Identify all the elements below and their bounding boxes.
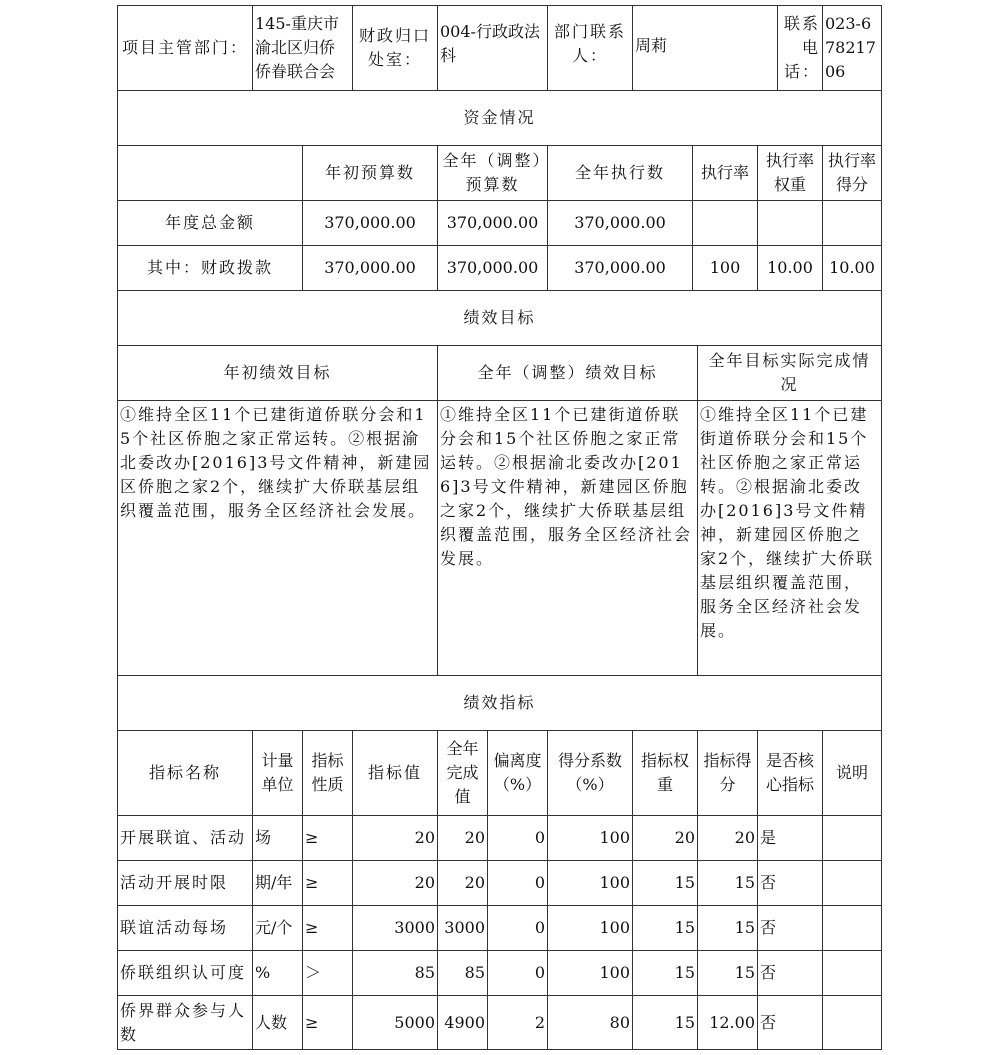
row-fiscal-label: 其中：财政拨款 <box>117 245 303 291</box>
ind-coef: 100 <box>547 905 633 951</box>
ind-nature: ＞ <box>302 950 353 996</box>
ind-deviation: 0 <box>487 905 548 951</box>
ind-core: 否 <box>757 995 823 1050</box>
ind-weight: 15 <box>632 995 698 1050</box>
ind-coef: 100 <box>547 815 633 861</box>
ind-weight: 20 <box>632 815 698 861</box>
ind-name: 活动开展时限 <box>117 860 253 906</box>
ind-coef: 100 <box>547 950 633 996</box>
ind-weight: 15 <box>632 905 698 951</box>
fiscal-rate: 100 <box>692 245 758 291</box>
ind-coef: 80 <box>547 995 633 1050</box>
ind-coef: 100 <box>547 860 633 906</box>
dept-label: 项目主管部门： <box>117 5 253 91</box>
ind-note <box>822 950 882 996</box>
ind-col-actual: 全年完成值 <box>437 730 488 816</box>
ind-unit: 元/个 <box>252 905 303 951</box>
ind-actual: 85 <box>437 950 488 996</box>
ind-col-deviation: 偏离度（%） <box>487 730 548 816</box>
ind-core: 否 <box>757 905 823 951</box>
ind-core: 否 <box>757 950 823 996</box>
ind-col-unit: 计量单位 <box>252 730 303 816</box>
ind-name: 侨联组织认可度 <box>117 950 253 996</box>
total-executed: 370,000.00 <box>547 200 693 246</box>
ind-name: 联谊活动每场 <box>117 905 253 951</box>
ind-nature: ≥ <box>302 905 353 951</box>
ind-deviation: 2 <box>487 995 548 1050</box>
goal-adjusted-text: ①维持全区11个已建街道侨联分会和15个社区侨胞之家正常运转。②根据渝北委改办[2016]3号文件精神，新建园区侨胞之家2个，继续扩大侨联基层组织覆盖范围，服务全区经济社会发展。 <box>437 400 698 676</box>
ind-col-nature: 指标性质 <box>302 730 353 816</box>
phone-value: 023-67821706 <box>822 5 882 91</box>
indicators-title: 绩效指标 <box>117 675 882 731</box>
ind-target: 3000 <box>352 905 438 951</box>
col-exec-rate: 执行率 <box>692 145 758 201</box>
ind-col-coef: 得分系数（%） <box>547 730 633 816</box>
phone-label: 联系电话： <box>777 5 823 91</box>
goal-col-adjusted: 全年（调整）绩效目标 <box>437 345 698 401</box>
total-score <box>822 200 882 246</box>
fiscal-weight: 10.00 <box>757 245 823 291</box>
ind-actual: 3000 <box>437 905 488 951</box>
ind-unit: 期/年 <box>252 860 303 906</box>
ind-note <box>822 815 882 861</box>
ind-nature: ≥ <box>302 995 353 1050</box>
fiscal-score: 10.00 <box>822 245 882 291</box>
col-executed: 全年执行数 <box>547 145 693 201</box>
ind-actual: 4900 <box>437 995 488 1050</box>
ind-col-target: 指标值 <box>352 730 438 816</box>
total-initial: 370,000.00 <box>302 200 438 246</box>
contact-label: 部门联系人： <box>547 5 633 91</box>
fiscal-adjusted: 370,000.00 <box>437 245 548 291</box>
ind-weight: 15 <box>632 860 698 906</box>
goals-title: 绩效目标 <box>117 290 882 346</box>
finance-label: 财政归口处室： <box>352 5 438 91</box>
ind-deviation: 0 <box>487 950 548 996</box>
ind-target: 20 <box>352 860 438 906</box>
dept-value: 145-重庆市渝北区归侨侨眷联合会 <box>252 5 353 91</box>
ind-actual: 20 <box>437 815 488 861</box>
ind-core: 是 <box>757 815 823 861</box>
total-rate <box>692 200 758 246</box>
col-exec-weight: 执行率权重 <box>757 145 823 201</box>
ind-unit: 场 <box>252 815 303 861</box>
goal-initial-text: ①维持全区11个已建街道侨联分会和15个社区侨胞之家正常运转。②根据渝北委改办[2016]3号文件精神，新建园区侨胞之家2个，继续扩大侨联基层组织覆盖范围，服务全区经济社会发展。 <box>117 400 438 676</box>
performance-table <box>117 5 882 1050</box>
ind-note <box>822 860 882 906</box>
ind-weight: 15 <box>632 950 698 996</box>
goal-actual-text: ①维持全区11个已建街道侨联分会和15个社区侨胞之家正常运转。②根据渝北委改办[2016]3号文件精神，新建园区侨胞之家2个，继续扩大侨联基层组织覆盖范围，服务全区经济社会发展。 <box>697 400 882 676</box>
goal-col-actual: 全年目标实际完成情况 <box>697 345 882 401</box>
fiscal-executed: 370,000.00 <box>547 245 693 291</box>
ind-note <box>822 995 882 1050</box>
col-exec-score: 执行率得分 <box>822 145 882 201</box>
ind-target: 85 <box>352 950 438 996</box>
ind-actual: 20 <box>437 860 488 906</box>
ind-col-name: 指标名称 <box>117 730 253 816</box>
col-initial-budget: 年初预算数 <box>302 145 438 201</box>
ind-deviation: 0 <box>487 815 548 861</box>
ind-deviation: 0 <box>487 860 548 906</box>
ind-note <box>822 905 882 951</box>
ind-col-note: 说明 <box>822 730 882 816</box>
ind-score: 20 <box>697 815 758 861</box>
fiscal-initial: 370,000.00 <box>302 245 438 291</box>
funds-title: 资金情况 <box>117 90 882 146</box>
ind-name: 开展联谊、活动 <box>117 815 253 861</box>
funds-corner <box>117 145 303 201</box>
ind-score: 12.00 <box>697 995 758 1050</box>
total-adjusted: 370,000.00 <box>437 200 548 246</box>
col-adjusted-budget: 全年（调整）预算数 <box>437 145 548 201</box>
ind-name: 侨界群众参与人数 <box>117 995 253 1050</box>
ind-unit: 人数 <box>252 995 303 1050</box>
ind-nature: ≥ <box>302 815 353 861</box>
ind-score: 15 <box>697 950 758 996</box>
goal-col-initial: 年初绩效目标 <box>117 345 438 401</box>
total-weight <box>757 200 823 246</box>
ind-core: 否 <box>757 860 823 906</box>
finance-value: 004-行政政法科 <box>437 5 548 91</box>
ind-col-core: 是否核心指标 <box>757 730 823 816</box>
ind-col-weight: 指标权重 <box>632 730 698 816</box>
ind-target: 5000 <box>352 995 438 1050</box>
ind-col-score: 指标得分 <box>697 730 758 816</box>
ind-nature: ≥ <box>302 860 353 906</box>
ind-target: 20 <box>352 815 438 861</box>
ind-score: 15 <box>697 905 758 951</box>
contact-value: 周莉 <box>632 5 778 91</box>
row-total-label: 年度总金额 <box>117 200 303 246</box>
ind-unit: % <box>252 950 303 996</box>
ind-score: 15 <box>697 860 758 906</box>
